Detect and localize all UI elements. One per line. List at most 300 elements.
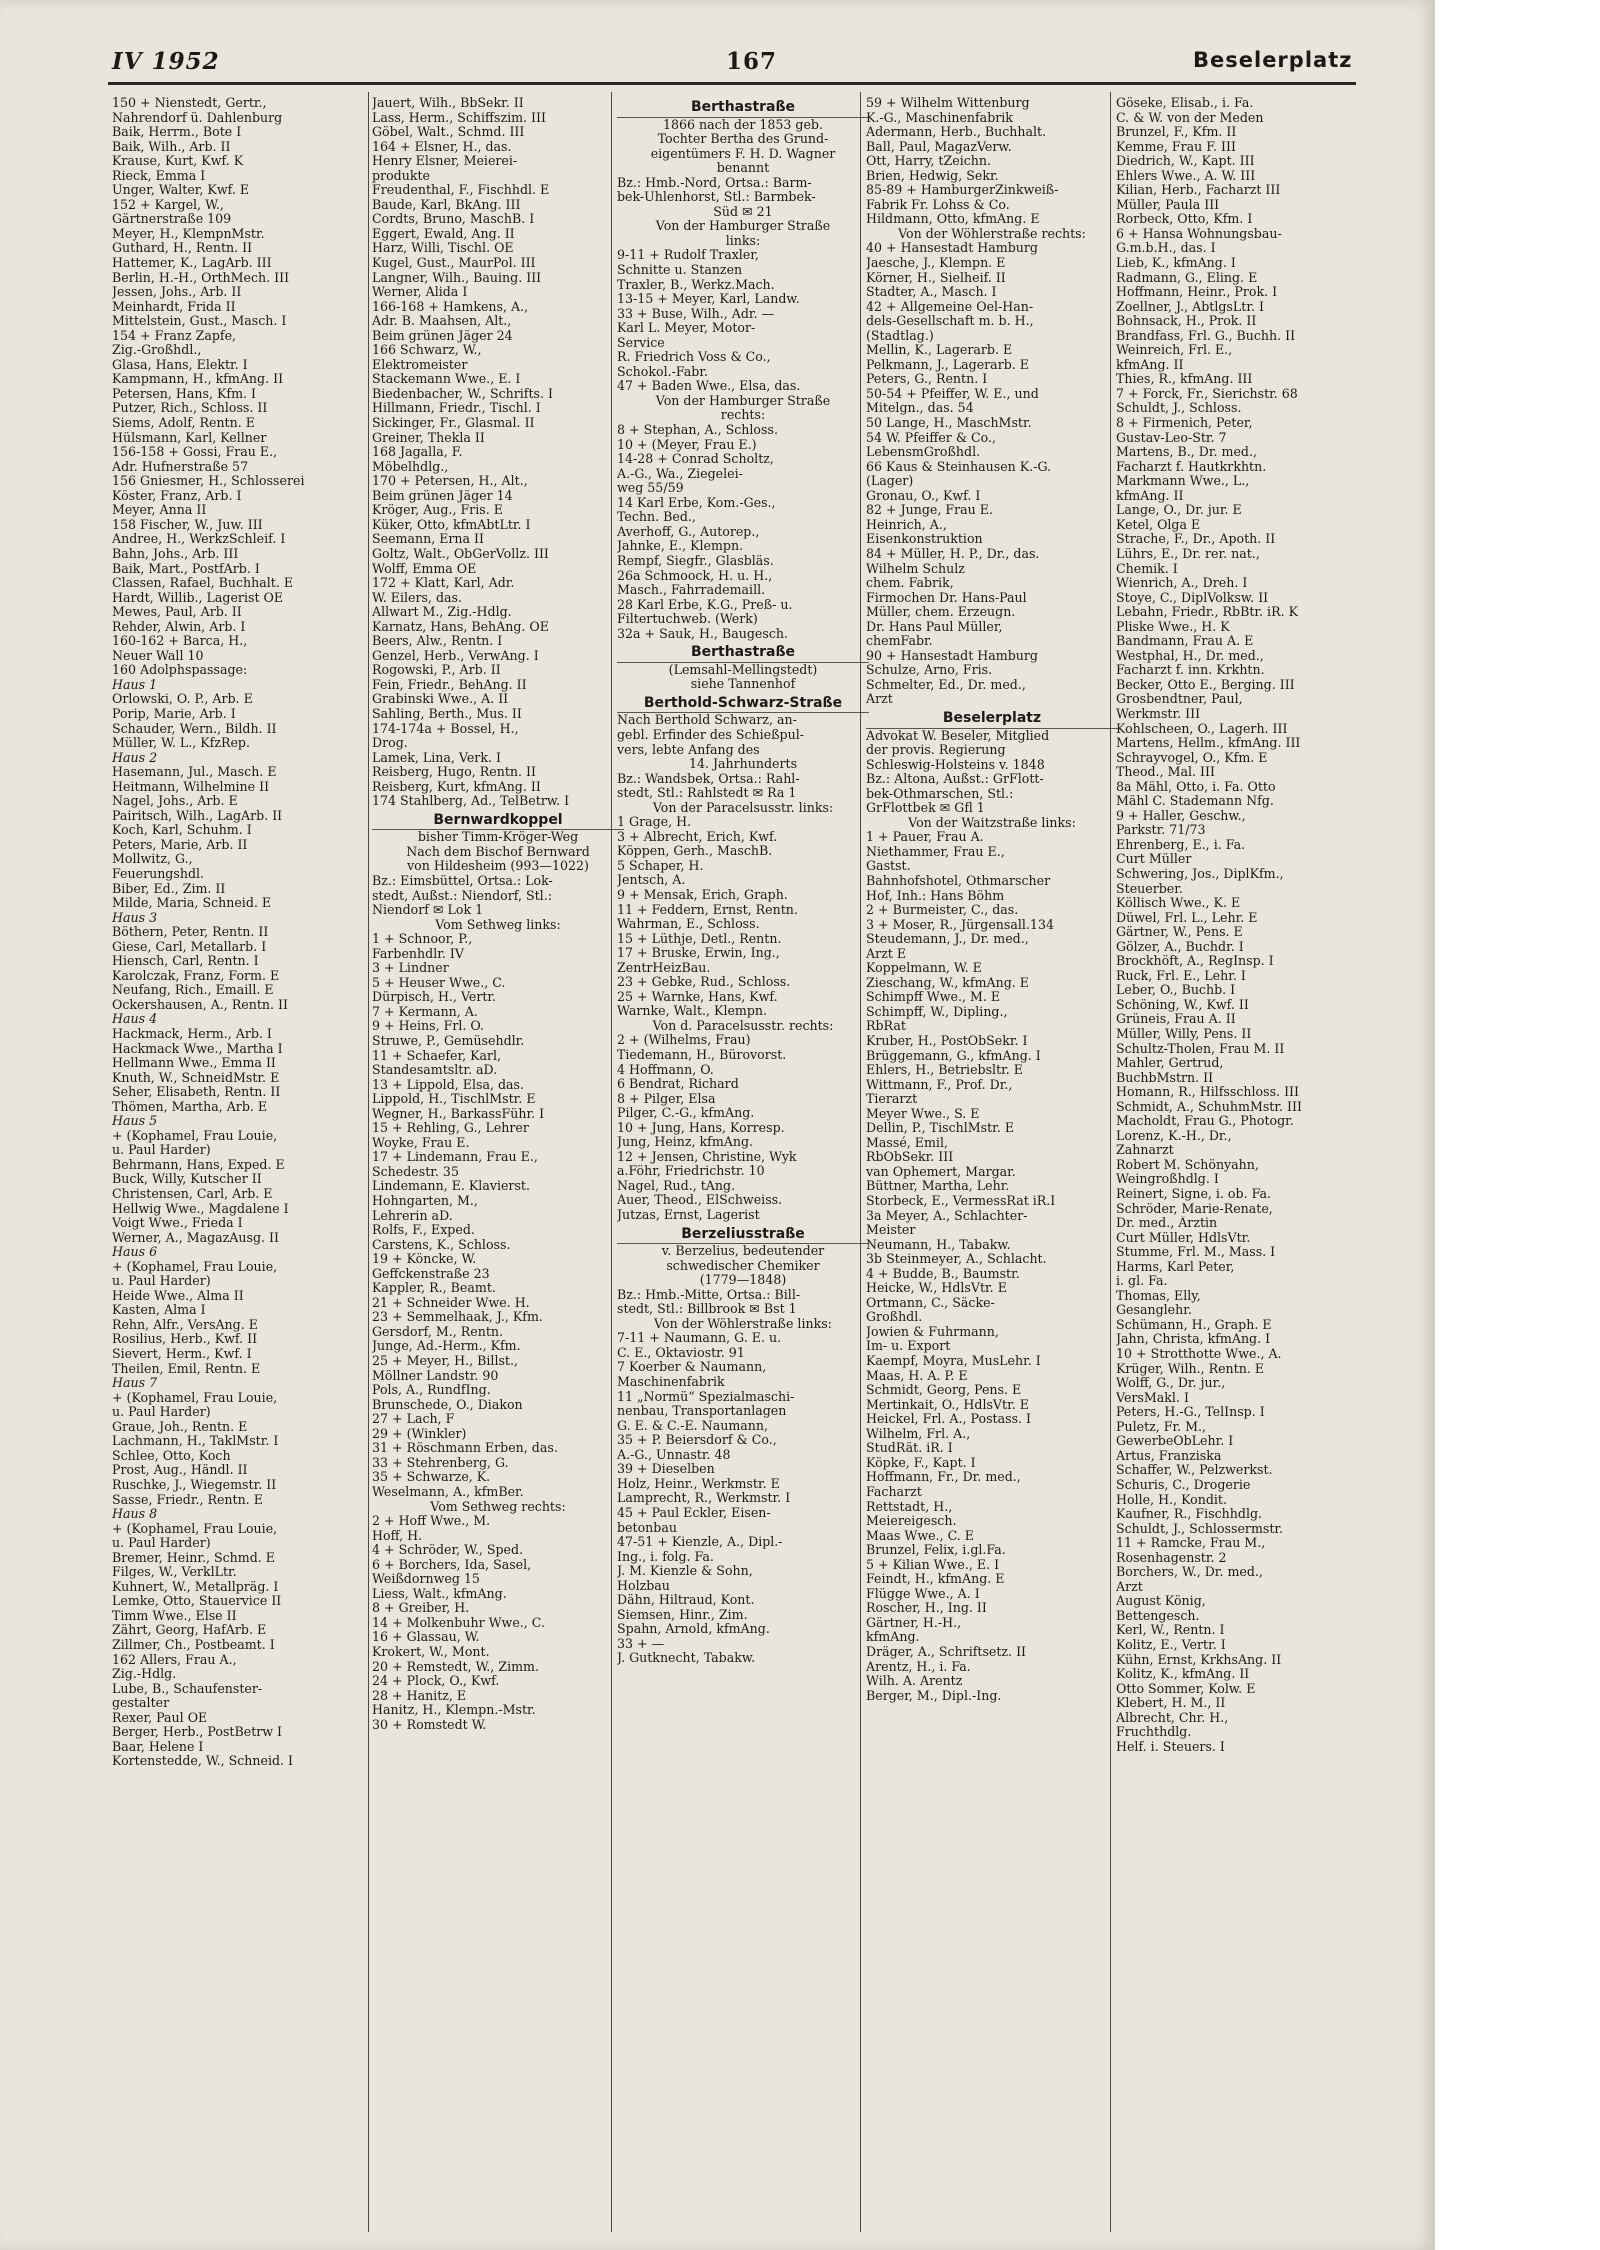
directory-entry: 3a Meyer, A., Schlachter- (866, 1208, 1028, 1223)
directory-entry: Kilian, Herb., Facharzt III (1116, 183, 1281, 198)
directory-entry: J. M. Kienzle & Sohn, (617, 1564, 753, 1579)
directory-entry: Greiner, Thekla II (372, 430, 485, 445)
directory-entry: 8 + Stephan, A., Schloss. (617, 423, 778, 438)
directory-entry: 11 + Schaefer, Karl, (372, 1048, 502, 1063)
directory-entry: 28 + Hanitz, E (372, 1688, 467, 1703)
directory-entry: Jutzas, Ernst, Lagerist (617, 1208, 760, 1223)
directory-entry: GewerbeObLehr. I (1116, 1434, 1234, 1449)
directory-entry: Gärtnerstraße 109 (112, 212, 232, 227)
directory-entry: 8a Mähl, Otto, i. Fa. Otto (1116, 779, 1276, 794)
directory-entry: Wienrich, A., Dreh. I (1116, 576, 1248, 591)
directory-entry: Hülsmann, Karl, Kellner (112, 430, 267, 445)
directory-entry: Großhdl. (866, 1310, 923, 1325)
directory-entry: Kohlscheen, O., Lagerh. III (1116, 721, 1288, 736)
directory-entry: Koch, Karl, Schuhm. I (112, 823, 252, 838)
directory-entry: u. Paul Harder) (112, 1536, 211, 1551)
directory-entry: Hildmann, Otto, kfmAng. E (866, 212, 1040, 227)
directory-entry: Facharzt (866, 1484, 922, 1499)
directory-entry: Theilen, Emil, Rentn. E (112, 1361, 261, 1376)
directory-entry: Koppelmann, W. E (866, 961, 982, 976)
directory-entry: Arzt (866, 692, 893, 707)
directory-entry: Ketel, Olga E (1116, 517, 1201, 532)
directory-entry: + (Kophamel, Frau Louie, (112, 1521, 278, 1536)
directory-entry: Schaffer, W., Pelzwerkst. (1116, 1463, 1273, 1478)
directory-entry: Wilhelm Schulz (866, 561, 965, 576)
directory-entry: 14-28 + Conrad Scholtz, (617, 452, 774, 467)
directory-entry: Weißdornweg 15 (372, 1572, 480, 1587)
directory-entry: Giese, Carl, Metallarb. I (112, 939, 267, 954)
directory-entry: 90 + Hansestadt Hamburg (866, 648, 1038, 663)
directory-entry: Becker, Otto E., Berging. III (1116, 677, 1295, 692)
directory-entry: Berlin, H.-H., OrthMech. III (112, 270, 290, 285)
directory-entry: 166 Schwarz, W., (372, 343, 482, 358)
directory-entry: Gärtner, H.-H., (866, 1615, 962, 1630)
directory-entry: Mittelstein, Gust., Masch. I (112, 314, 287, 329)
directory-entry: Biedenbacher, W., Schrifts. I (372, 386, 553, 401)
directory-entry: Köpke, F., Kapt. I (866, 1455, 976, 1470)
directory-entry: Beim grünen Jäger 14 (372, 488, 513, 503)
directory-entry: Rosilius, Herb., Kwf. II (112, 1332, 258, 1347)
directory-entry: Woyke, Frau E. (372, 1135, 470, 1150)
directory-entry: Arzt E (866, 946, 907, 961)
directory-entry: stedt, Stl.: Billbrook ✉ Bst 1 (617, 1302, 797, 1317)
street-heading: Bernwardkoppel (372, 813, 624, 831)
directory-entry: Berger, Herb., PostBetrw I (112, 1725, 283, 1740)
directory-entry: Geffckenstraße 23 (372, 1266, 490, 1281)
directory-entry: Robert M. Schönyahn, (1116, 1157, 1259, 1172)
directory-entry: Müller, Paula III (1116, 197, 1220, 212)
directory-entry: 12 + Jensen, Christine, Wyk (617, 1149, 797, 1164)
directory-entry: 158 Fischer, W., Juw. III (112, 517, 263, 532)
directory-entry: Feindt, H., kfmAng. E (866, 1572, 1005, 1587)
directory-entry: Schauder, Wern., Bildh. II (112, 721, 277, 736)
directory-entry: 84 + Müller, H. P., Dr., das. (866, 546, 1040, 561)
directory-entry: Drog. (372, 736, 408, 751)
directory-entry: 19 + Köncke, W. (372, 1252, 477, 1267)
directory-entry: Gesanglehr. (1116, 1303, 1192, 1318)
directory-entry: 166-168 + Hamkens, A., (372, 299, 529, 314)
directory-entry: Neuer Wall 10 (112, 648, 204, 663)
directory-entry: Werkmstr. III (1116, 706, 1201, 721)
directory-entry: Behrmann, Hans, Exped. E (112, 1157, 285, 1172)
directory-entry: gebl. Erfinder des Schießpul- (617, 727, 804, 742)
directory-entry: Lange, O., Dr. jur. E (1116, 503, 1242, 518)
directory-entry: 82 + Junge, Frau E. (866, 503, 993, 518)
directory-entry: Schrayvogel, O., Kfm. E (1116, 750, 1268, 765)
directory-entry: 40 + Hansestadt Hamburg (866, 241, 1038, 256)
directory-entry: Gastst. (866, 859, 911, 874)
directory-entry: Schedestr. 35 (372, 1164, 459, 1179)
directory-entry: Ehrenberg, E., i. Fa. (1116, 837, 1246, 852)
directory-entry: 17 + Bruske, Erwin, Ing., (617, 946, 780, 961)
directory-entry: A.-G., Unnastr. 48 (617, 1447, 731, 1462)
directory-entry: bek-Othmarschen, Stl.: (866, 786, 1014, 801)
directory-entry: 156 Gniesmer, H., Schlosserei (112, 474, 305, 489)
directory-entry: Niethammer, Frau E., (866, 844, 1005, 859)
directory-entry: Filtertuchweb. (Werk) (617, 612, 758, 627)
directory-entry: G. E. & C.-E. Naumann, (617, 1418, 768, 1433)
directory-entry: Küker, Otto, kfmAbtLtr. I (372, 517, 531, 532)
directory-entry: Parkstr. 71/73 (1116, 823, 1206, 838)
directory-entry: Süd ✉ 21 (713, 204, 773, 219)
directory-entry: 3 + Albrecht, Erich, Kwf. (617, 829, 778, 844)
directory-entry: gestalter (112, 1696, 170, 1711)
directory-entry: Carstens, K., Schloss. (372, 1237, 511, 1252)
directory-entry: Glasa, Hans, Elektr. I (112, 357, 248, 372)
directory-entry: Dürpisch, H., Vertr. (372, 990, 497, 1005)
directory-entry: Brüggemann, G., kfmAng. I (866, 1048, 1041, 1063)
directory-entry: 23 + Semmelhaak, J., Kfm. (372, 1310, 543, 1325)
street-heading: Berthold-Schwarz-Straße (617, 696, 869, 714)
directory-entry: Zig.-Großhdl., (112, 343, 202, 358)
directory-entry: Wegner, H., BarkassFühr. I (372, 1106, 545, 1121)
directory-entry: Roscher, H., Ing. II (866, 1601, 987, 1616)
directory-entry: Kolitz, K., kfmAng. II (1116, 1667, 1250, 1682)
directory-entry: Facharzt f. inn. Krkhtn. (1116, 663, 1265, 678)
directory-entry: Peters, Marie, Arb. II (112, 837, 248, 852)
directory-entry: Jahn, Christa, kfmAng. I (1116, 1332, 1271, 1347)
directory-entry: BuchbMstrn. II (1116, 1070, 1214, 1085)
directory-entry: Cordts, Bruno, MaschB. I (372, 212, 535, 227)
directory-entry: benannt (716, 161, 770, 176)
directory-entry: Bettengesch. (1116, 1608, 1200, 1623)
directory-entry: 7-11 + Naumann, G. E. u. (617, 1331, 782, 1346)
directory-entry: Curt Müller, HdlsVtr. (1116, 1230, 1251, 1245)
directory-entry: Möbelhdlg., (372, 459, 449, 474)
directory-entry: 39 + Dieselben (617, 1462, 715, 1477)
directory-entry: eigentümers F. H. D. Wagner (650, 146, 836, 161)
directory-entry: Rolfs, F., Exped. (372, 1223, 475, 1238)
directory-entry: Ruck, Frl. E., Lehr. I (1116, 968, 1246, 983)
directory-entry: Tierarzt (866, 1092, 918, 1107)
directory-entry: Schulze, Arno, Fris. (866, 663, 993, 678)
street-heading: Beselerplatz (866, 711, 1118, 729)
directory-entry: Meinhardt, Frida II (112, 299, 236, 314)
directory-entry: 164 + Elsner, H., das. (372, 139, 512, 154)
directory-entry: Hellwig Wwe., Magdalene I (112, 1201, 289, 1216)
directory-entry: Im- u. Export (866, 1339, 951, 1354)
directory-entry: Masch., Fahrrademaill. (617, 583, 766, 598)
directory-entry: u. Paul Harder) (112, 1405, 211, 1420)
directory-entry: Dräger, A., Schriftsetz. II (866, 1644, 1027, 1659)
directory-entry: Von der Wöhlerstraße rechts: (898, 226, 1086, 241)
directory-entry: Orlowski, O. P., Arb. E (112, 692, 253, 707)
directory-entry: Harz, Willi, Tischl. OE (372, 241, 514, 256)
directory-entry: siehe Tannenhof (690, 677, 796, 692)
directory-entry: 54 W. Pfeiffer & Co., (866, 430, 997, 445)
directory-entry: Ortmann, C., Säcke- (866, 1295, 995, 1310)
directory-entry: Heicke, W., HdlsVtr. E (866, 1281, 1007, 1296)
directory-entry: Niendorf ✉ Lok 1 (372, 903, 484, 918)
directory-entry: Jowien & Fuhrmann, (866, 1324, 999, 1339)
directory-entry: Kühn, Ernst, KrkhsAng. II (1116, 1652, 1282, 1667)
directory-entry: Ing., i. folg. Fa. (617, 1549, 714, 1564)
directory-entry: stedt, Stl.: Rahlstedt ✉ Ra 1 (617, 786, 797, 801)
directory-entry: Harms, Karl Peter, (1116, 1259, 1235, 1274)
directory-entry: Wilh. A. Arentz (866, 1674, 963, 1689)
directory-entry: Meyer, Anna II (112, 503, 207, 518)
directory-entry: Lehrerin aD. (372, 1208, 453, 1223)
directory-entry: C. & W. von der Meden (1116, 110, 1264, 125)
directory-entry: Von der Paracelsusstr. links: (652, 800, 834, 815)
directory-entry: 1 Grage, H. (617, 815, 692, 830)
directory-entry: 2 + (Wilhelms, Frau) (617, 1033, 751, 1048)
directory-entry: Junge, Ad.-Herm., Kfm. (372, 1339, 521, 1354)
directory-entry: a.Föhr, Friedrichstr. 10 (617, 1164, 765, 1179)
directory-entry: Lemke, Otto, Stauervice II (112, 1594, 282, 1609)
directory-entry: Mähl C. Stademann Nfg. (1116, 794, 1274, 809)
directory-entry: Kuhnert, W., Metallpräg. I (112, 1579, 279, 1594)
directory-entry: Holz, Heinr., Werkmstr. E (617, 1476, 780, 1491)
directory-entry: Stackemann Wwe., E. I (372, 372, 521, 387)
directory-entry: Thomas, Elly, (1116, 1288, 1201, 1303)
directory-entry: Meiereigesch. (866, 1514, 957, 1529)
directory-entry: Zahnarzt (1116, 1143, 1174, 1158)
directory-entry: 30 + Romstedt W. (372, 1717, 487, 1732)
directory-entry: Reinert, Signe, i. ob. Fa. (1116, 1187, 1271, 1202)
directory-entry: nenbau, Transportanlagen (617, 1404, 787, 1419)
directory-entry: 1 + Schnoor, P., (372, 932, 473, 947)
directory-entry: Standesamtsltr. aD. (372, 1063, 498, 1078)
directory-entry: Werner, Alida I (372, 285, 468, 300)
directory-entry: links: (725, 233, 761, 248)
directory-entry: Milde, Maria, Schneid. E (112, 896, 272, 911)
directory-entry: 1866 nach der 1853 geb. (662, 117, 823, 132)
directory-entry: Schuris, C., Drogerie (1116, 1477, 1251, 1492)
column-divider (368, 92, 369, 2232)
directory-entry: Artus, Franziska (1116, 1448, 1222, 1463)
directory-entry: Haus 7 (112, 1376, 158, 1391)
directory-entry: kfmAng. II (1116, 488, 1184, 503)
directory-entry: Firmochen Dr. Hans-Paul (866, 590, 1027, 605)
directory-entry: 85-89 + HamburgerZinkweiß- (866, 183, 1059, 198)
directory-entry: Voigt Wwe., Frieda I (112, 1216, 243, 1231)
directory-entry: Dr. Hans Paul Müller, (866, 619, 1003, 634)
directory-entry: Meister (866, 1223, 916, 1238)
directory-entry: Pelkmann, J., Lagerarb. E (866, 357, 1029, 372)
directory-entry: 14 Karl Erbe, Kom.-Ges., (617, 495, 776, 510)
directory-entry: Mewes, Paul, Arb. II (112, 605, 242, 620)
directory-entry: Andree, H., WerkzSchleif. I (112, 532, 286, 547)
directory-entry: Otto Sommer, Kolw. E (1116, 1681, 1256, 1696)
directory-entry: Jauert, Wilh., BbSekr. II (372, 96, 524, 110)
directory-entry: Spahn, Arnold, kfmAng. (617, 1622, 770, 1637)
directory-entry: R. Friedrich Voss & Co., (617, 350, 771, 365)
directory-entry: Krause, Kurt, Kwf. K (112, 154, 244, 169)
directory-entry: Elektromeister (372, 357, 468, 372)
directory-entry: Kampmann, H., kfmAng. II (112, 372, 284, 387)
directory-entry: Eisenkonstruktion (866, 532, 983, 547)
directory-entry: Müller, Willy, Pens. II (1116, 1027, 1252, 1041)
directory-entry: 24 + Plock, O., Kwf. (372, 1674, 500, 1689)
directory-entry: Von der Waitzstraße links: (908, 815, 1076, 830)
directory-entry: Rettstadt, H., (866, 1499, 953, 1514)
directory-entry: 45 + Paul Eckler, Eisen- (617, 1505, 771, 1520)
directory-entry: Rehn, Alfr., VersAng. E (112, 1317, 258, 1332)
directory-entry: chemFabr. (866, 634, 933, 649)
directory-entry: 25 + Meyer, H., Billst., (372, 1354, 519, 1369)
directory-entry: Puletz, Fr. M., (1116, 1419, 1207, 1434)
directory-entry: Haus 5 (112, 1114, 158, 1129)
directory-entry: K.-G., Maschinenfabrik (866, 110, 1013, 125)
directory-entry: Lube, B., Schaufenster- (112, 1681, 263, 1696)
directory-entry: Sievert, Herm., Kwf. I (112, 1347, 252, 1362)
directory-entry: Nach dem Bischof Bernward (406, 844, 590, 859)
directory-entry: 8 + Firmenich, Peter, (1116, 416, 1253, 431)
directory-entry: Putzer, Rich., Schloss. II (112, 401, 268, 416)
directory-entry: Köllisch Wwe., K. E (1116, 896, 1241, 911)
directory-entry: Göbel, Walt., Schmd. III (372, 125, 525, 140)
directory-entry: Martens, Hellm., kfmAng. III (1116, 736, 1301, 751)
directory-entry: 15 + Rehling, G., Lehrer (372, 1121, 529, 1136)
directory-entry: + (Kophamel, Frau Louie, (112, 1390, 278, 1405)
directory-entry: Siems, Adolf, Rentn. E (112, 416, 255, 431)
directory-entry: 1 + Pauer, Frau A. (866, 830, 984, 845)
directory-entry: Wilhelm, Frl. A., (866, 1426, 971, 1441)
directory-entry: Service (617, 335, 665, 350)
directory-entry: 172 + Klatt, Karl, Adr. (372, 576, 515, 591)
directory-entry: Hattemer, K., LagArb. III (112, 256, 272, 271)
directory-entry: Möllner Landstr. 90 (372, 1368, 499, 1383)
directory-entry: Beers, Alw., Rentn. I (372, 634, 503, 649)
directory-entry: Ruschke, J., Wiegemstr. II (112, 1477, 277, 1492)
street-heading: Berzeliusstraße (617, 1227, 869, 1245)
directory-entry: Schleswig-Holsteins v. 1848 (866, 757, 1045, 772)
directory-entry: 2 + Burmeister, C., das. (866, 903, 1019, 918)
column-4 (866, 96, 1118, 2236)
column-divider (1110, 92, 1111, 2232)
directory-entry: 50 Lange, H., MaschMstr. (866, 416, 1032, 431)
directory-entry: + (Kophamel, Frau Louie, (112, 1128, 278, 1143)
directory-entry: Prost, Aug., Händl. II (112, 1463, 248, 1478)
directory-entry: Albrecht, Chr. H., (1116, 1710, 1229, 1725)
directory-entry: Langner, Wilh., Bauing. III (372, 270, 542, 285)
directory-entry: Schöning, W., Kwf. II (1116, 997, 1249, 1012)
directory-entry: Hackmack, Herm., Arb. I (112, 1027, 272, 1041)
directory-entry: Bz.: Wandsbek, Ortsa.: Rahl- (617, 771, 800, 786)
directory-entry: (Stadtlag.) (866, 328, 934, 343)
directory-entry: Graue, Joh., Rentn. E (112, 1419, 248, 1434)
directory-entry: 42 + Allgemeine Oel-Han- (866, 299, 1034, 314)
directory-entry: Tiedemann, H., Bürovorst. (617, 1048, 787, 1062)
directory-entry: von Hildesheim (993—1022) (407, 859, 589, 874)
directory-entry: Christensen, Carl, Arb. E (112, 1187, 273, 1202)
directory-entry: Heickel, Frl. A., Postass. I (866, 1412, 1032, 1427)
directory-entry: 152 + Kargel, W., (112, 197, 224, 212)
directory-entry: 33 + Stehrenberg, G. (372, 1455, 509, 1470)
directory-entry: Meyer, H., KlempnMstr. (112, 226, 265, 241)
directory-entry: Wahrman, E., Schloss. (617, 917, 760, 932)
directory-entry: van Ophemert, Margar. (866, 1164, 1016, 1179)
directory-entry: 10 + Strotthotte Wwe., A. (1116, 1347, 1282, 1362)
directory-entry: Ball, Paul, MagazVerw. (866, 139, 1012, 154)
directory-entry: Kolitz, E., Vertr. I (1116, 1637, 1226, 1652)
directory-entry: Brunzel, Felix, i.gl.Fa. (866, 1543, 1006, 1558)
directory-entry: 32a + Sauk, H., Baugesch. (617, 626, 788, 641)
directory-entry: chem. Fabrik, (866, 576, 954, 591)
directory-entry: Kemme, Frau F. III (1116, 139, 1236, 154)
directory-entry: Jaesche, J., Klempn. E (866, 256, 1006, 271)
directory-entry: Weingroßhdlg. I (1116, 1172, 1219, 1187)
directory-entry: Bz.: Hmb.-Mitte, Ortsa.: Bill- (617, 1287, 801, 1302)
directory-entry: 11 + Ramcke, Frau M., (1116, 1536, 1266, 1551)
directory-entry: Siemsen, Hinr., Zim. (617, 1607, 748, 1622)
directory-entry: Fabrik Fr. Lohss & Co. (866, 197, 1010, 212)
directory-entry: Lass, Herm., Schiffszim. III (372, 110, 546, 125)
directory-entry: Schlee, Otto, Koch (112, 1448, 231, 1463)
directory-entry: 10 + (Meyer, Frau E.) (617, 437, 757, 452)
directory-entry: VersMakl. I (1116, 1390, 1189, 1405)
directory-entry: Goltz, Walt., ObGerVollz. III (372, 546, 549, 561)
directory-entry: 35 + P. Beiersdorf & Co., (617, 1433, 777, 1448)
directory-entry: Zoellner, J., AbtlgsLtr. I (1116, 299, 1264, 314)
page-margin (1435, 0, 1600, 2250)
directory-entry: Köster, Franz, Arb. I (112, 488, 242, 503)
directory-entry: Haus 8 (112, 1507, 158, 1522)
directory-entry: Advokat W. Beseler, Mitglied (866, 728, 1050, 743)
directory-entry: 21 + Schneider Wwe. H. (372, 1295, 530, 1310)
directory-entry: Filges, W., VerklLtr. (112, 1565, 237, 1580)
directory-entry: Chemik. I (1116, 561, 1178, 576)
directory-entry: Storbeck, E., VermessRat iR.I (866, 1194, 1056, 1209)
directory-entry: + (Kophamel, Frau Louie, (112, 1259, 278, 1274)
directory-entry: Maas, H. A. P. E (866, 1368, 968, 1383)
directory-entry: Hackmack Wwe., Martha I (112, 1041, 283, 1056)
directory-entry: Bohnsack, H., Prok. II (1116, 314, 1257, 329)
directory-entry: Hanitz, H., Klempn.-Mstr. (372, 1703, 536, 1718)
directory-entry: Meyer Wwe., S. E (866, 1106, 980, 1121)
directory-entry: 3 + Lindner (372, 961, 449, 976)
directory-entry: Adr. Hufnerstraße 57 (112, 459, 249, 474)
directory-entry: Sahling, Berth., Mus. II (372, 706, 522, 721)
directory-entry: August König, (1116, 1594, 1206, 1609)
directory-entry: Zillmer, Ch., Postbeamt. I (112, 1637, 275, 1652)
directory-entry: 47-51 + Kienzle, A., Dipl.- (617, 1535, 783, 1550)
directory-entry: Brandfass, Frl. G., Buchh. II (1116, 328, 1296, 343)
directory-entry: Struwe, P., Gemüsehdlr. (372, 1034, 525, 1048)
directory-entry: Fruchthdlg. (1116, 1725, 1192, 1740)
directory-entry: (Lemsahl-Mellingstedt) (668, 662, 818, 677)
directory-entry: 2 + Hoff Wwe., M. (372, 1514, 491, 1529)
directory-entry: Karolczak, Franz, Form. E (112, 968, 280, 983)
directory-entry: Körner, H., Sielheif. II (866, 270, 1006, 285)
directory-entry: Lamek, Lina, Verk. I (372, 750, 501, 765)
directory-entry: Dellin, P., TischlMstr. E (866, 1121, 1015, 1136)
directory-entry: 23 + Gebke, Rud., Schloss. (617, 975, 791, 990)
directory-entry: Nagel, Rud., tAng. (617, 1178, 736, 1193)
directory-entry: 160 Adolphspassage: (112, 663, 248, 678)
directory-entry: Steuerber. (1116, 881, 1183, 896)
directory-entry: Knuth, W., SchneidMstr. E (112, 1070, 280, 1085)
directory-entry: RbRat (866, 1019, 906, 1034)
directory-entry: 4 + Budde, B., Baumstr. (866, 1266, 1020, 1281)
directory-entry: 33 + — (617, 1636, 665, 1651)
directory-entry: rechts: (720, 408, 766, 423)
directory-entry: Schmelter, Ed., Dr. med., (866, 677, 1026, 692)
directory-entry: Grüneis, Frau A. II (1116, 1012, 1236, 1027)
directory-entry: Rexer, Paul OE (112, 1710, 208, 1725)
directory-entry: 168 Jagalla, F. (372, 445, 463, 460)
directory-entry: Hardt, Willib., Lagerist OE (112, 590, 284, 605)
directory-entry: Diedrich, W., Kapt. III (1116, 154, 1255, 169)
directory-entry: Rorbeck, Otto, Kfm. I (1116, 212, 1253, 227)
directory-entry: 4 + Schröder, W., Sped. (372, 1543, 524, 1558)
directory-entry: (1779—1848) (699, 1273, 787, 1288)
directory-entry: Heide Wwe., Alma II (112, 1288, 244, 1303)
directory-entry: Lührs, E., Dr. rer. nat., (1116, 546, 1260, 561)
directory-entry: Helf. i. Steuers. I (1116, 1739, 1225, 1754)
directory-entry: Martens, B., Dr. med., (1116, 445, 1257, 460)
